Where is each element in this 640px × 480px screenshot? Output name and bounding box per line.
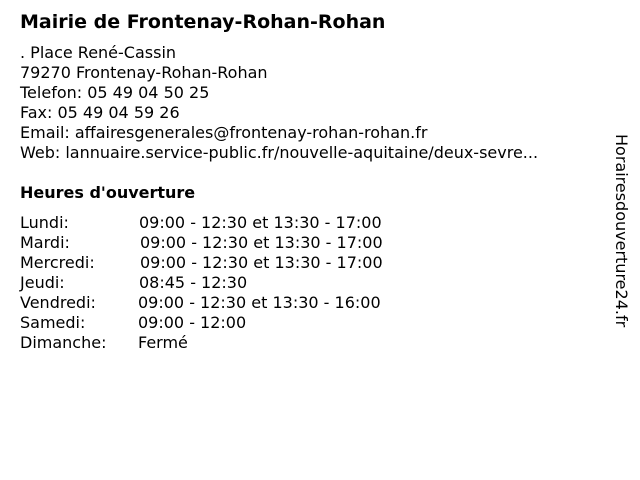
hours-time: 09:00 - 12:00 — [138, 313, 247, 332]
hours-day: Jeudi: — [20, 273, 65, 292]
hours-time: 08:45 - 12:30 — [139, 273, 248, 292]
phone-number: Telefon: 05 49 04 50 25 — [20, 83, 210, 102]
email-address[interactable]: Email: affairesgenerales@frontenay-rohan-rohan.fr — [20, 123, 428, 142]
hours-day: Mercredi: — [20, 253, 95, 272]
hours-day: Mardi: — [20, 233, 70, 252]
website-link[interactable]: Web: lannuaire.service-public.fr/nouvelle-aquitaine/deux-sevre... — [20, 143, 539, 162]
hours-time: Fermé — [138, 333, 188, 352]
hours-day: Lundi: — [20, 213, 69, 232]
hours-day: Vendredi: — [20, 293, 96, 312]
page-title: Mairie de Frontenay-Rohan-Rohan — [20, 11, 386, 33]
address-line-city: 79270 Frontenay-Rohan-Rohan — [20, 63, 268, 82]
hours-time: 09:00 - 12:30 et 13:30 - 17:00 — [140, 253, 383, 272]
hours-time: 09:00 - 12:30 et 13:30 - 17:00 — [140, 233, 383, 252]
hours-day: Dimanche: — [20, 333, 107, 352]
opening-hours-heading: Heures d'ouverture — [20, 183, 196, 202]
site-watermark: Horairesdouverture24.fr — [612, 134, 631, 328]
fax-number: Fax: 05 49 04 59 26 — [20, 103, 180, 122]
hours-day: Samedi: — [20, 313, 86, 332]
hours-time: 09:00 - 12:30 et 13:30 - 17:00 — [139, 213, 382, 232]
contact-block — [20, 43, 538, 163]
address-line-street: . Place René-Cassin — [20, 43, 177, 62]
hours-time: 09:00 - 12:30 et 13:30 - 16:00 — [138, 293, 381, 312]
